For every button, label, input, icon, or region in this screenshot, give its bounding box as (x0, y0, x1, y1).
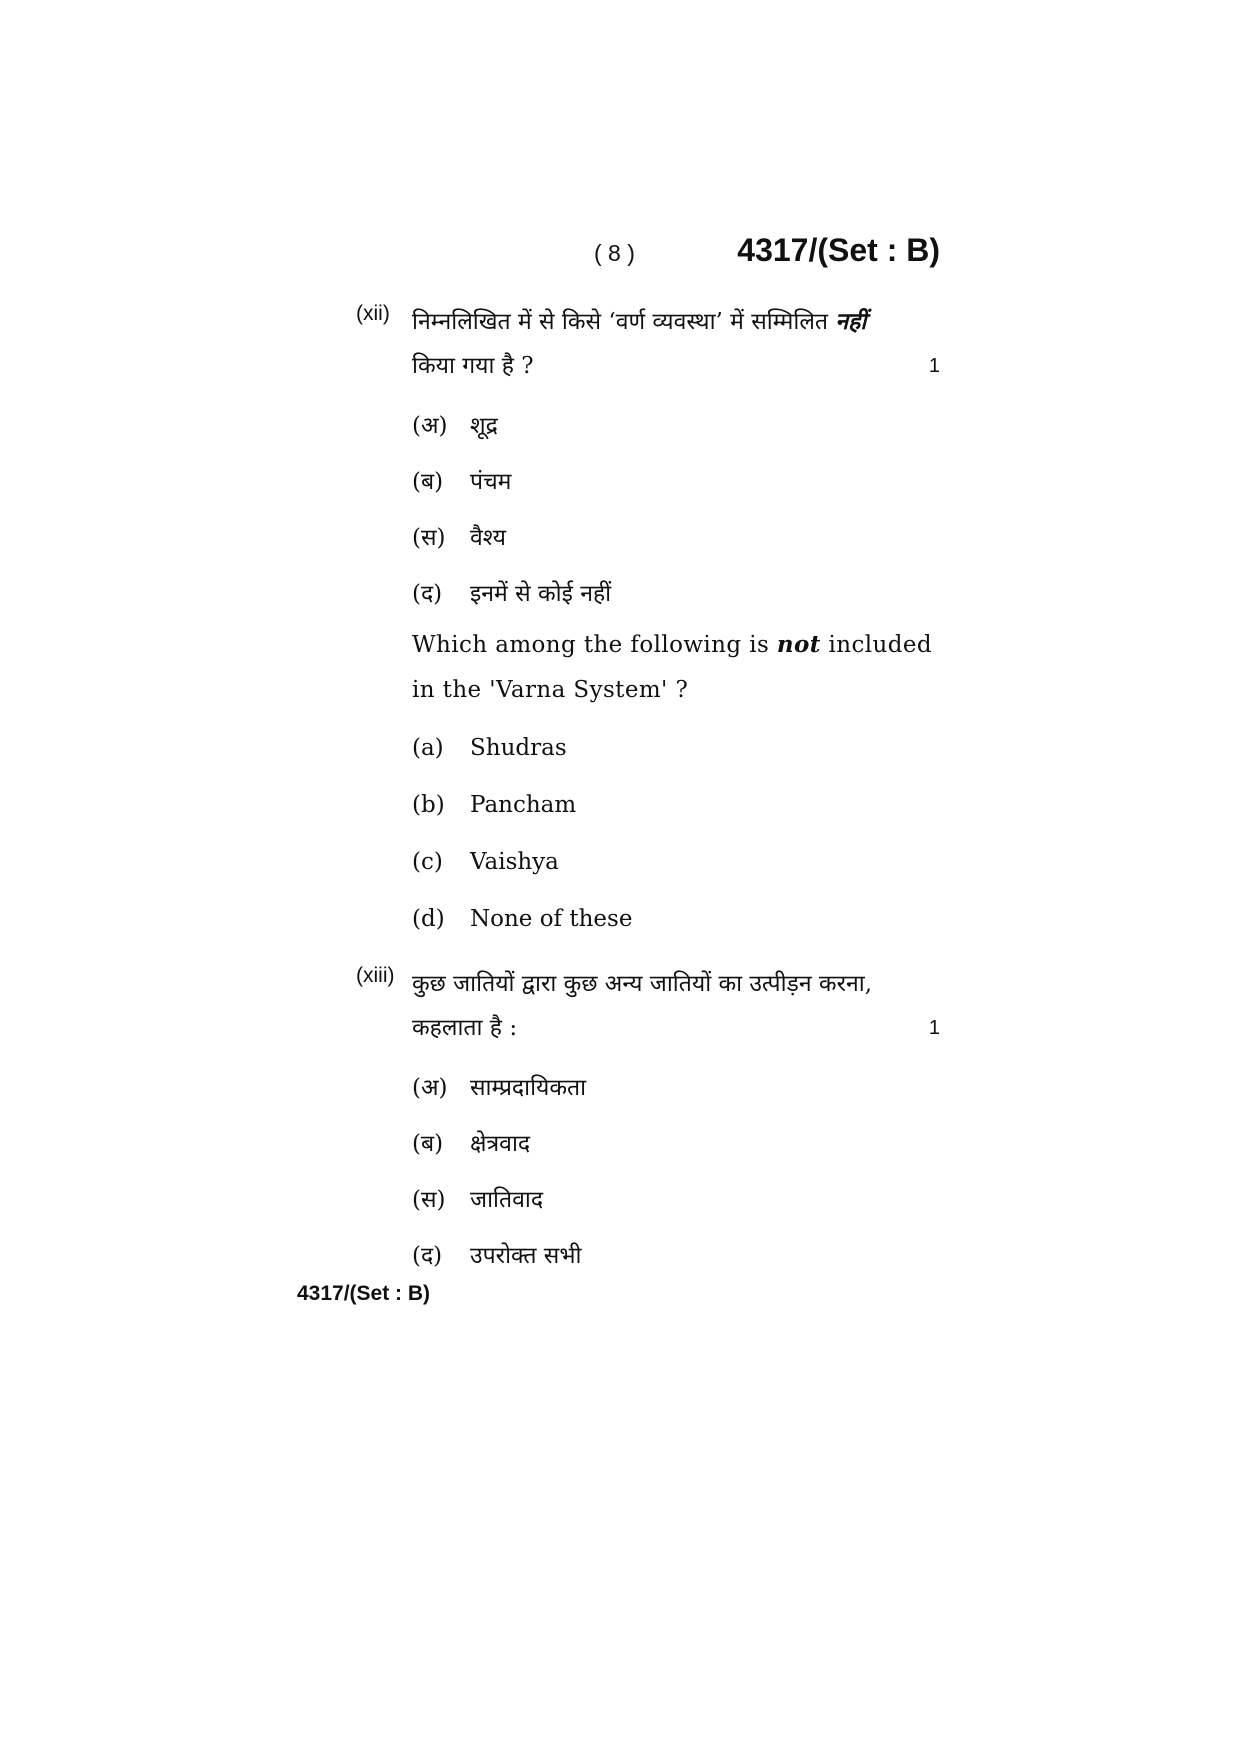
hindi-options (412, 396, 940, 620)
option-label: (अ) (412, 1075, 448, 1101)
question-line-1: कुछ जातियों द्वारा कुछ अन्य जातियों का उत्पीड़न करना, (412, 971, 873, 997)
marks: 1 (928, 1017, 940, 1039)
option-c (412, 833, 940, 890)
option-text: पंचम (470, 469, 512, 495)
option-d (412, 564, 940, 620)
emphasis-word: नहीं (835, 308, 867, 335)
question-line-2: किया गया है ? 1 (412, 344, 940, 388)
page-number: ( 8 ) (594, 240, 635, 266)
hindi-options (412, 1058, 940, 1282)
option-text: साम्प्रदायिकता (470, 1075, 587, 1101)
option-c (412, 508, 940, 564)
option-text: None of these (470, 905, 633, 932)
option-b (412, 452, 940, 508)
option-label: (b) (412, 791, 445, 818)
emphasis-word: not (776, 631, 821, 658)
option-text: Shudras (470, 734, 567, 761)
question-xii (356, 300, 940, 947)
option-label: (c) (412, 848, 443, 875)
question-xiii (356, 962, 940, 1282)
option-text: शूद्र (470, 413, 498, 439)
question-text-hindi (412, 300, 940, 388)
page-header (0, 232, 1240, 276)
option-label: (स) (412, 1187, 446, 1213)
option-c (412, 1170, 940, 1226)
question-text-english: Which among the following is not included in the 'Varna System' ? (412, 631, 932, 703)
option-text: Vaishya (470, 848, 559, 875)
option-a (412, 719, 940, 776)
english-options (412, 719, 940, 947)
question-text-hindi (412, 962, 940, 1050)
option-b (412, 1114, 940, 1170)
question-number: (xiii) (356, 964, 395, 987)
question-line-1: निम्नलिखित में से किसे ‘वर्ण व्यवस्था’ में सम्मिलित नहीं (412, 308, 867, 335)
option-a (412, 396, 940, 452)
option-d (412, 1226, 940, 1282)
marks: 1 (928, 355, 940, 377)
option-label: (द) (412, 1243, 443, 1269)
question-line-2: कहलाता है : 1 (412, 1006, 940, 1050)
option-a (412, 1058, 940, 1114)
option-text: उपरोक्त सभी (470, 1243, 582, 1269)
option-label: (ब) (412, 469, 444, 495)
option-text: इनमें से कोई नहीं (470, 581, 612, 607)
option-d (412, 890, 940, 947)
option-text: Pancham (470, 791, 577, 818)
option-label: (अ) (412, 413, 448, 439)
option-text: जातिवाद (470, 1187, 544, 1213)
option-label: (द) (412, 581, 443, 607)
option-b (412, 776, 940, 833)
footer-paper-code: 4317/(Set : B) (297, 1282, 431, 1305)
option-label: (ब) (412, 1131, 444, 1157)
option-label: (स) (412, 525, 446, 551)
option-label: (a) (412, 734, 444, 761)
option-text: क्षेत्रवाद (470, 1131, 531, 1157)
option-text: वैश्य (470, 525, 506, 551)
question-number: (xii) (356, 302, 390, 325)
option-label: (d) (412, 905, 445, 932)
paper-code: 4317/(Set : B) (737, 232, 940, 268)
